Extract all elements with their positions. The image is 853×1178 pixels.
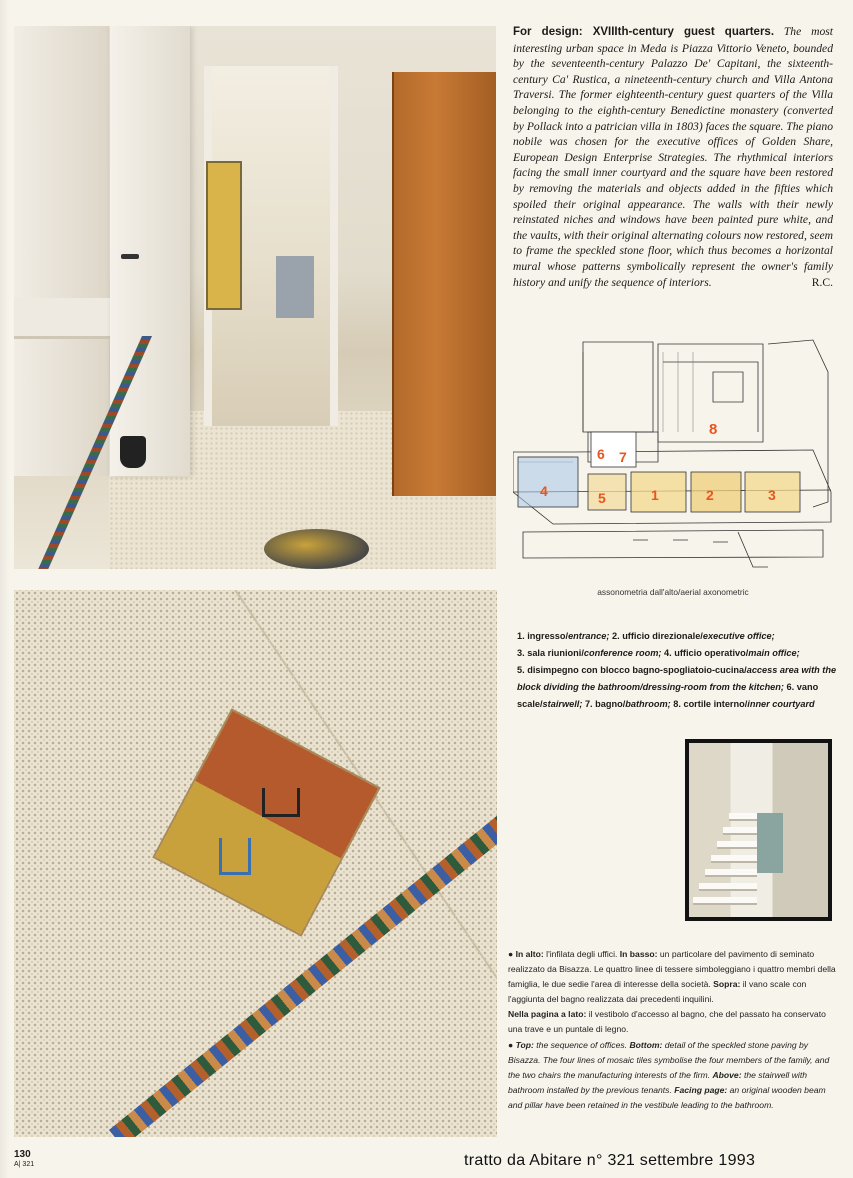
axon-label-6: 6 [597,446,605,462]
photo-yellow-shelf [206,161,242,310]
caption-it-text-top: l'infilata degli uffici. [543,949,620,959]
caption-it-label-above: Sopra: [713,979,741,990]
axon-label-2: 2 [706,487,714,503]
legend-item-6-en: stairwell; [542,699,585,709]
author-signature: R.C. [811,275,833,289]
page-gutter [0,0,10,1178]
photo-stairwell [685,739,832,921]
legend-item-8-it: 8. cortile interno/ [673,699,748,709]
intro-lead: For design: XVIIIth-century guest quarters. [513,26,775,38]
axonometric-caption: assonometria dall'alto/aerial axonometric [597,587,749,597]
photo-stair-step [699,883,757,891]
photo-mosaic-chair-black [262,788,300,817]
caption-it-text-facing: il vestibolo d'accesso al bagno, che del passato ha conservato una trave e un puntale di legno. [508,1009,826,1035]
photo-stairwell-image [689,743,828,917]
photo-office-corridor [14,26,496,569]
legend-item-1-en: entrance; [568,631,612,641]
photo-stair-step [717,841,757,849]
axon-label-5: 5 [598,490,606,506]
axon-label-7: 7 [619,449,627,465]
axon-label-3: 3 [768,487,776,503]
caption-en-label-above: Above: [712,1069,742,1080]
photo-open-door [110,26,190,476]
legend-item-3-it: 3. sala riunioni/ [517,648,584,658]
captions-italian: ● In alto: l'infilata degli uffici. In basso: un particolare del pavimento di seminato realizzato da Bisazza. Le quattro linee di tessere simboleggiano i quattro membri della famiglia, le due sedie l'area di interesse della società. Sopra: il vano scale con l'aggiunta del bagno realizzata dai precedenti inquilini. Nella pagina a lato: il vestibolo d'accesso al bagno, che del passato ha conservato una trave e un puntale di legno. [508,949,836,1035]
legend-item-1-it: 1. ingresso/ [517,631,569,641]
caption-en-label-top: Top: [515,1039,534,1050]
legend-item-2-en: executive office; [702,631,775,641]
legend-item-8-en: inner courtyard [747,699,815,709]
photo-stair-step [693,897,757,905]
photo-door-handle [121,254,139,259]
axon-label-1: 1 [651,487,659,503]
photo-mosaic-chair-blue [219,838,251,875]
legend-item-4-en: main office; [748,648,800,658]
caption-en-label-facing: Facing page: [674,1084,728,1095]
intro-body: The most interesting urban space in Meda is Piazza Vittorio Veneto, bounded by the seventeenth-century Palazzo De' Capitani, the sixteenth-century Ca' Rustica, a nineteenth-century church and Villa Antona Traversi. The former eighteenth-century guest quarters of the Villa belonging to the eighth-century Benedictine monastery (converted by Pollack into a patrician villa in 1803) faces the square. The piano nobile was chosen for the executive offices of Golden Share, European Design Enterprise Strategies. The rhythmical interiors facing the small inner courtyard and the square have been restored by removing the materials and objects added in the fifties which spoiled their original appearance. The walls with their newly reinstated niches and windows have been painted pure white, and the vaults, with their original alternating colours now restored, seem to frame the speckled stone floor, which thus becomes a horizontal mural whose patterns symbolically represent the owner's family history and unify the sequence of interiors. [513,25,833,289]
legend-item-2-it: 2. ufficio direzionale/ [611,631,703,641]
photo-stair-wall-panel [757,813,783,873]
photo-sofa [276,256,314,318]
photo-stair-step [705,869,757,877]
intro-article-text [513,24,833,290]
caption-en-text-above: the stairwell with bathroom installed by the previous tenants. [508,1069,808,1095]
caption-it-label-top: In alto: [515,949,544,959]
photo-captions [508,947,838,1113]
caption-en-label-bottom: Bottom: [629,1039,663,1050]
photo-stair-step [723,827,757,835]
legend-item-5-en: access area with the block dividing the bathroom/dressing-room from the kitchen; [517,665,837,692]
photo-door-stop [120,436,146,468]
caption-en-text-bottom: detail of the speckled stone paving by Bisazza. The four lines of mosaic tiles symbolise the four members of the family, and the two chairs the manufacturing interests of the firm. [508,1039,830,1080]
legend-item-6-it: 6. vano scale/ [517,682,819,709]
page-number: 130 [14,1149,31,1160]
legend-item-4-it: 4. ufficio operativo/ [664,648,749,658]
photo-stair-step [729,813,757,821]
caption-en-text-facing: an original wooden beam and pillar have been retained in the vestibule leading to the bathroom. [508,1084,826,1110]
aerial-axonometric-drawing [513,332,833,580]
axon-label-8: 8 [709,421,718,438]
caption-en-text-top: the sequence of offices. [533,1039,630,1050]
legend-item-5-it: 5. disimpegno con blocco bagno-spogliatoio-cucina/ [517,665,747,675]
legend-item-7-en: bathroom; [625,699,674,709]
legend-item-3-en: conference room; [583,648,665,658]
caption-it-text-above: il vano scale con l'aggiunta del bagno realizzata dai precedenti inquilini. [508,979,807,1005]
captions-english: ● Top: the sequence of offices. Bottom: detail of the speckled stone paving by Bisazza. The four lines of mosaic tiles symbolise the four members of the family, and the two chairs the manufacturing interests of the firm. Above: the stairwell with bathroom installed by the previous tenants. Facing page: an original wooden beam and pillar have been retained in the vestibule leading to the bathroom. [508,1039,830,1110]
axon-label-4: 4 [540,483,548,499]
photo-mosaic-disc [264,529,369,569]
room-legend [517,628,837,713]
page-issue-code: A| 321 [14,1161,35,1168]
photo-stair-step [711,855,757,863]
caption-it-text-bottom: un particolare del pavimento di seminato realizzato da Bisazza. Le quattro linee di tessere simboleggiano i quattro membri della famiglia, le due sedie l'area di interesse della società. [508,949,836,990]
photo-counter [14,298,112,339]
caption-it-label-facing: Nella pagina a lato: [508,1009,587,1020]
caption-it-label-bottom: In basso: [619,949,658,959]
photo-mosaic-floor-detail [14,590,497,1137]
legend-item-7-it: 7. bagno/ [584,699,626,709]
photo-mosaic-square [155,711,378,934]
photo-wooden-cabinet [392,72,496,496]
photo-wall [14,26,109,476]
source-credit: tratto da Abitare n° 321 settembre 1993 [464,1152,756,1169]
